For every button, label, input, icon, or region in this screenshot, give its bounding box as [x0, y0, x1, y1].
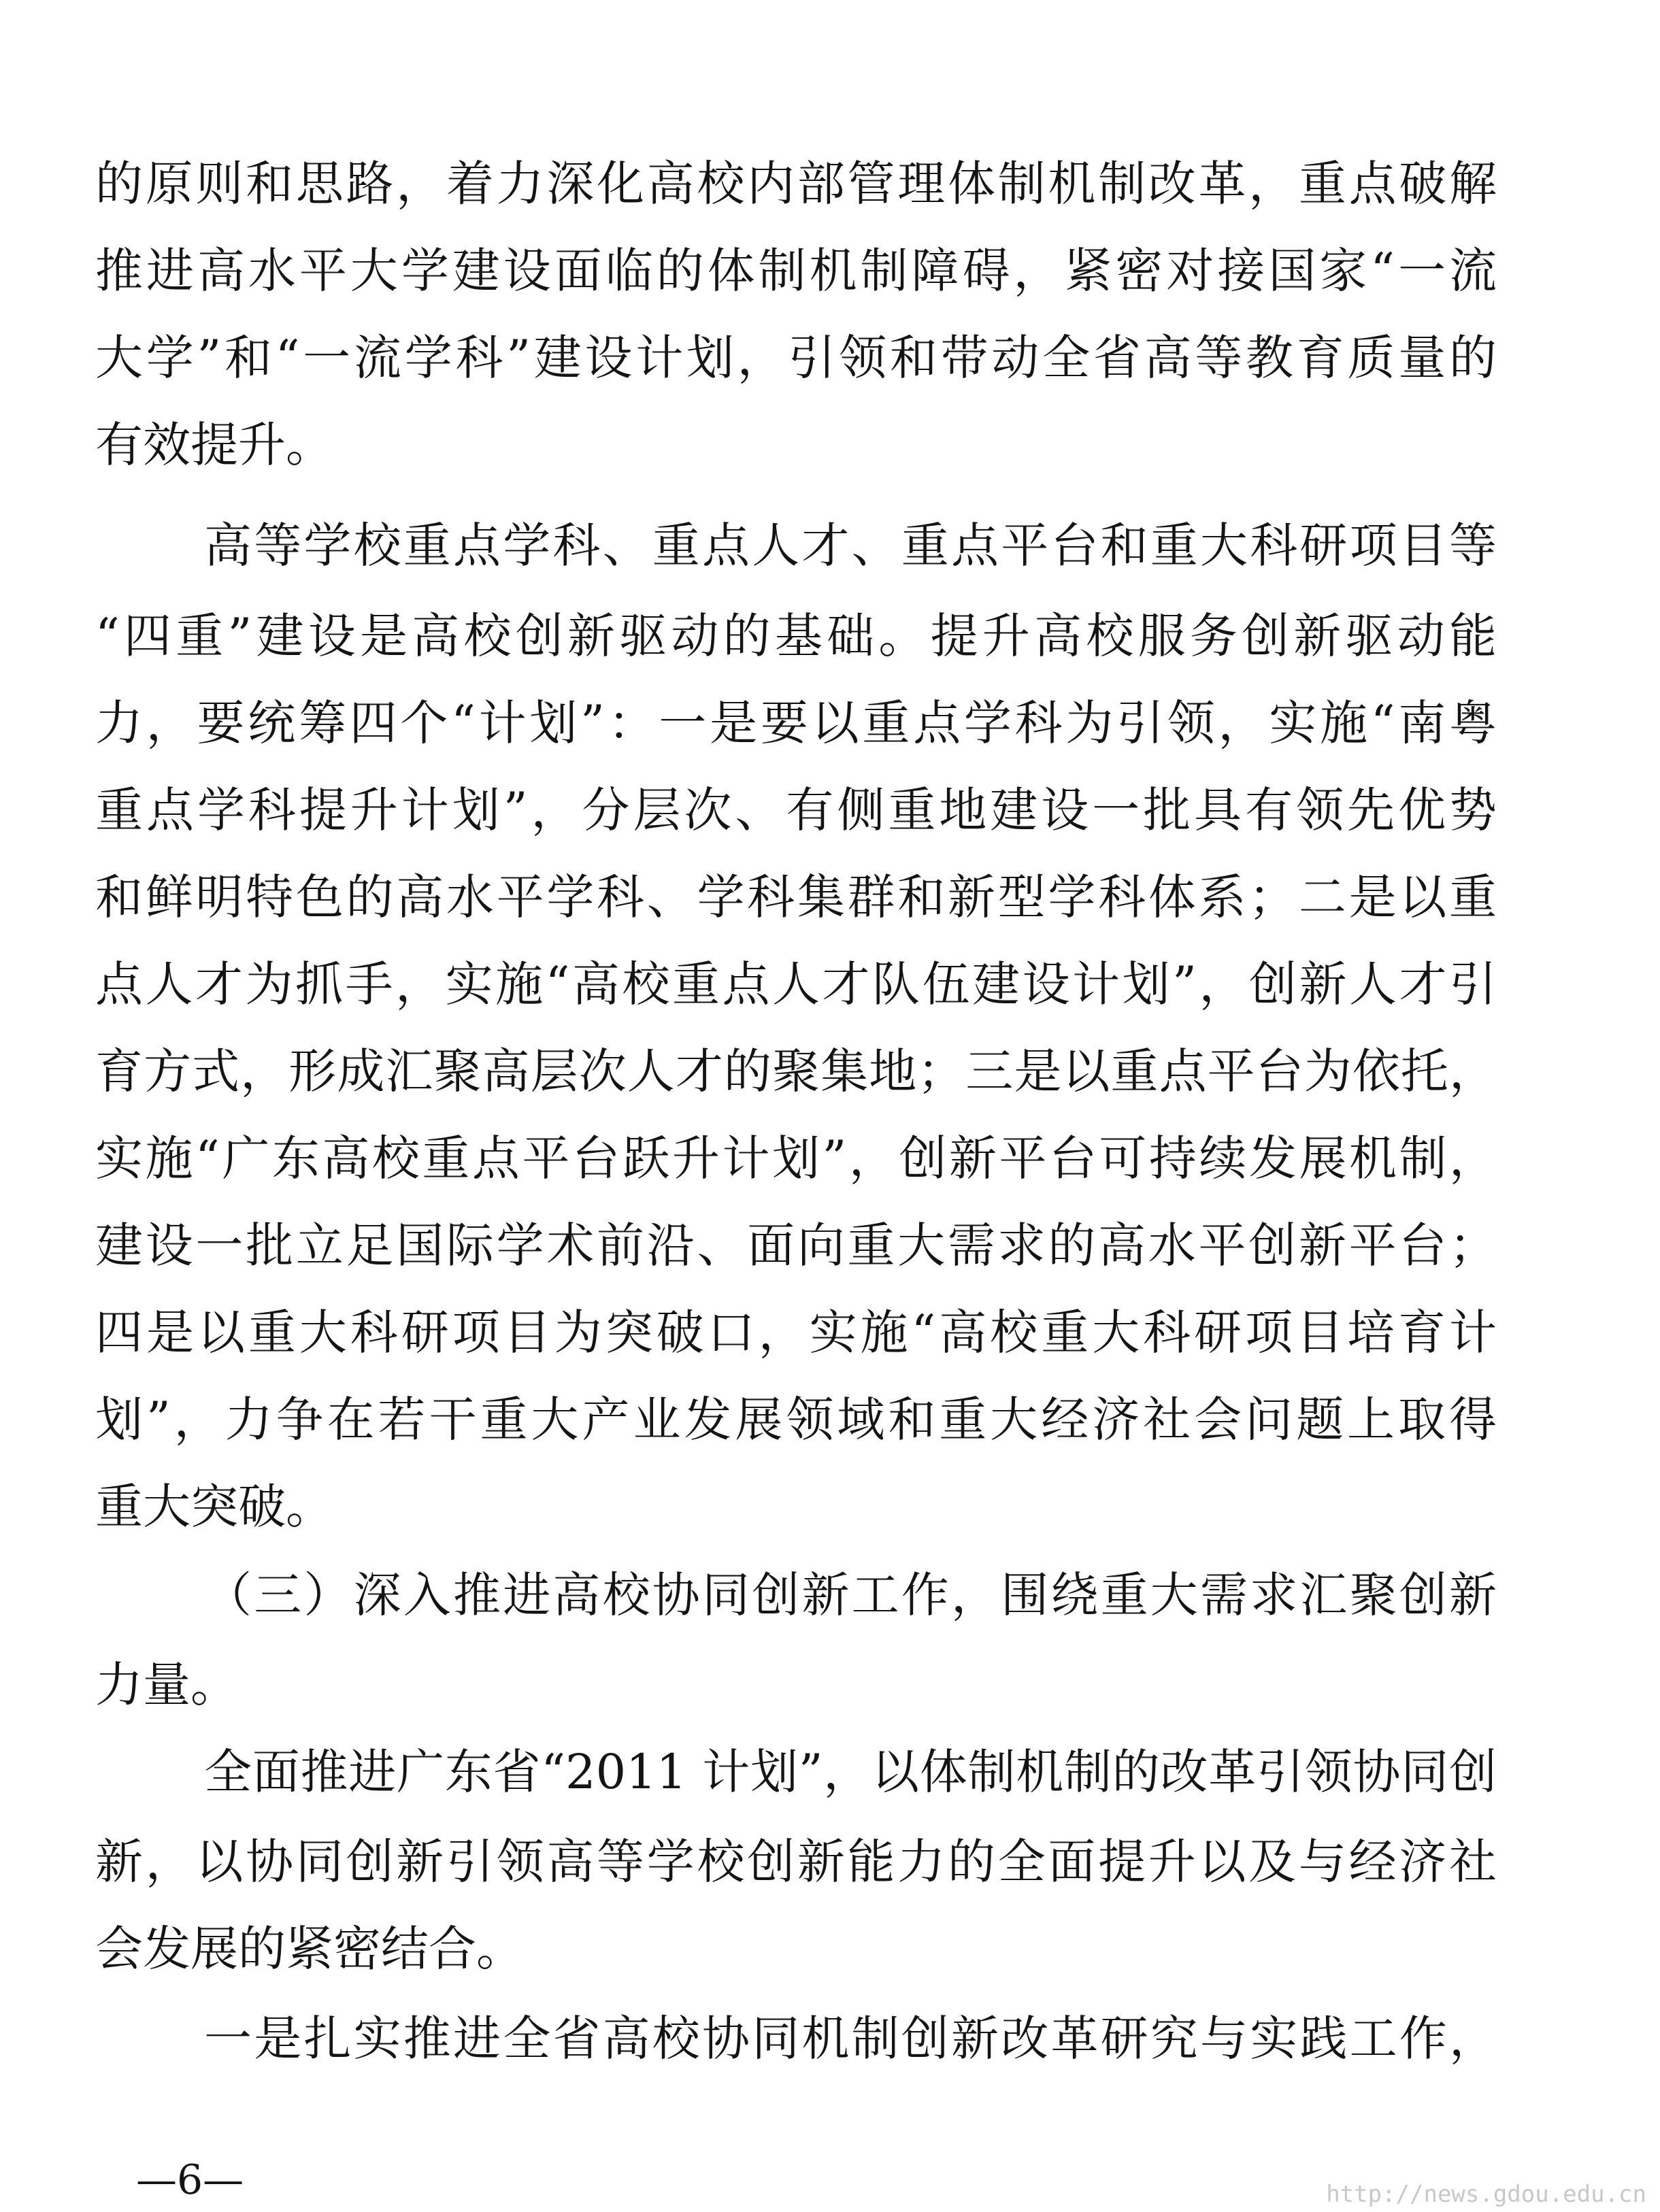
- text-line: 全面推进广东省“2011 计划”，以体制机制的改革引领协同创: [204, 1744, 1497, 1800]
- text-line: 推进高水平大学建设面临的体制机制障碍，紧密对接国家“一流: [95, 243, 1497, 299]
- text-line: 实施“广东高校重点平台跃升计划”，创新平台可持续发展机制，: [95, 1130, 1497, 1186]
- text-line: 的原则和思路，着力深化高校内部管理体制机制改革，重点破解: [95, 156, 1497, 212]
- section-heading: （三）深入推进高校协同创新工作，围绕重大需求汇聚创新: [204, 1567, 1497, 1623]
- text-line: 重大突破。: [95, 1479, 333, 1535]
- text-line: 力，要统筹四个“计划”：一是要以重点学科为引领，实施“南粤: [95, 695, 1497, 751]
- watermark: http://news.gdou.edu.cn: [1326, 2181, 1646, 2208]
- text-line: 高等学校重点学科、重点人才、重点平台和重大科研项目等: [204, 518, 1497, 573]
- text-line: 点人才为抓手，实施“高校重点人才队伍建设计划”，创新人才引: [95, 956, 1497, 1012]
- text-line: 新，以协同创新引领高等学校创新能力的全面提升以及与经济社: [95, 1834, 1497, 1890]
- text-line: “四重”建设是高校创新驱动的基础。提升高校服务创新驱动能: [95, 608, 1497, 664]
- text-line: 有效提升。: [95, 417, 333, 473]
- text-line: 建设一批立足国际学术前沿、面向重大需求的高水平创新平台；: [95, 1218, 1497, 1273]
- text-line: 会发展的紧密结合。: [95, 1921, 524, 1977]
- text-line: 四是以重大科研项目为突破口，实施“高校重大科研项目培育计: [95, 1305, 1497, 1360]
- text-line: 划”，力争在若干重大产业发展领域和重大经济社会问题上取得: [95, 1392, 1497, 1447]
- text-line: 一是扎实推进全省高校协同机制创新改革研究与实践工作，: [204, 2011, 1497, 2066]
- page-number: —6—: [136, 2156, 244, 2204]
- section-heading: 力量。: [95, 1657, 238, 1713]
- text-line: 育方式，形成汇聚高层次人才的聚集地；三是以重点平台为依托，: [95, 1043, 1497, 1099]
- text-line: 大学”和“一流学科”建设计划，引领和带动全省高等教育质量的: [95, 330, 1497, 386]
- text-line: 重点学科提升计划”，分层次、有侧重地建设一批具有领先优势: [95, 782, 1497, 838]
- text-line: 和鲜明特色的高水平学科、学科集群和新型学科体系；二是以重: [95, 869, 1497, 925]
